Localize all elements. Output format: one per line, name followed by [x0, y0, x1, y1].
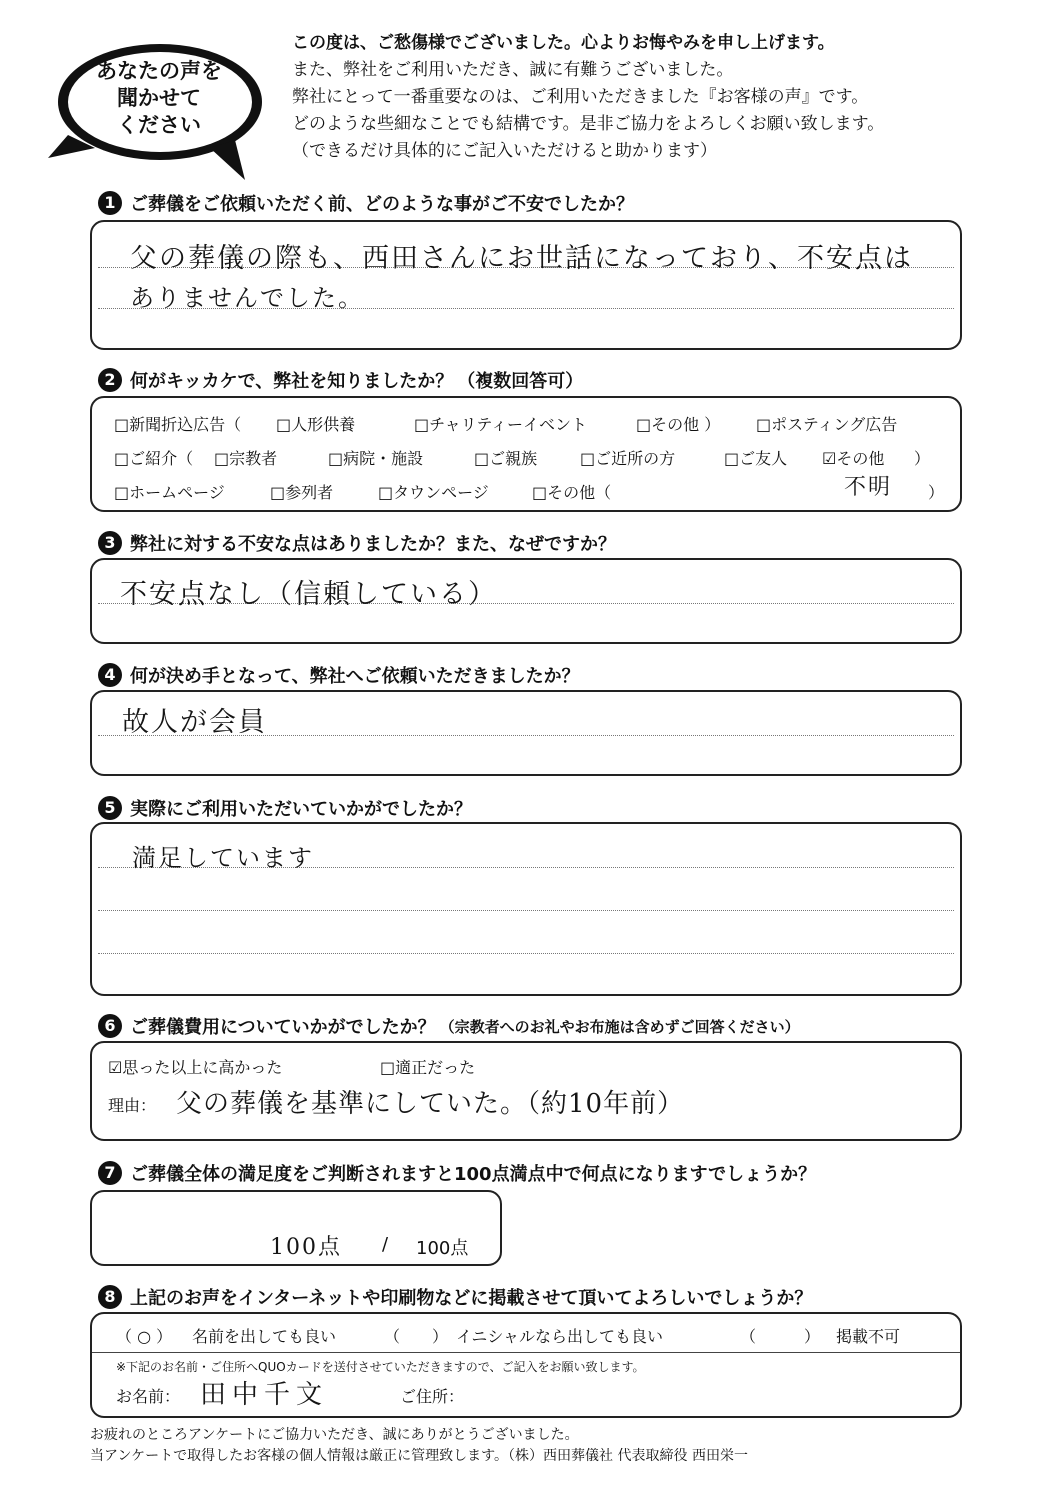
q7-question: ご葬儀全体の満足度をご判断されますと100点満点中で何点になりますでしょうか？ [130, 1164, 817, 1185]
bubble-line-1: あなたの声を [96, 59, 222, 83]
q4-number: 4 [98, 663, 122, 687]
intro-line-5: （できるだけ具体的にご記入いただけると助かります） [292, 141, 717, 161]
q4-question: 何が決め手となって、弊社へご依頼いただきましたか？ [130, 666, 580, 687]
q5-answer: 満足しています [132, 844, 314, 872]
q2-opt-homepage[interactable]: □ホームページ [114, 483, 225, 502]
q4-answer-box[interactable] [90, 690, 962, 776]
intro-text [292, 30, 1032, 165]
q1-answer-box[interactable] [90, 220, 962, 350]
q8-heading [98, 1284, 812, 1310]
intro-line-2: また、弊社をご利用いただき、誠に有難うございました。 [292, 60, 734, 80]
q8-opt1-label: 名前を出しても良い [192, 1327, 337, 1346]
q3-heading [98, 530, 616, 556]
q6-reason-label: 理由： [108, 1096, 157, 1115]
q2-opt-hospital[interactable]: □病院・施設 [328, 449, 424, 468]
q2-opt-neighbors[interactable]: □ご近所の方 [580, 449, 676, 468]
q7-separator: / [382, 1234, 389, 1255]
q2-heading [98, 367, 583, 393]
q6-number: 6 [98, 1014, 122, 1038]
q2-opt-clergy[interactable]: □宗教者 [214, 449, 278, 468]
q2-opt-doll-memorial[interactable]: □人形供養 [276, 415, 356, 434]
q4-answer: 故人が会員 [122, 707, 267, 738]
q2-question: 何がキッカケで、弊社を知りましたか？ [130, 371, 454, 392]
q8-name-label: お名前： [116, 1387, 181, 1406]
q8-opt2-mark[interactable]: （ ） [384, 1327, 449, 1346]
q1-question: ご葬儀をご依頼いただく前、どのような事がご不安でしたか？ [130, 194, 634, 215]
q8-opt3-label: 掲載不可 [836, 1327, 901, 1346]
q7-heading [98, 1160, 816, 1186]
q6-opt-appropriate[interactable]: □適正だった [380, 1058, 476, 1077]
q3-question: 弊社に対する不安な点はありましたか？また、なぜですか？ [130, 534, 616, 555]
q5-rule-3 [98, 953, 954, 954]
q6-question: ご葬儀費用についていかがでしたか？ [130, 1017, 436, 1038]
q8-note: ※下記のお名前・ご住所へQUOカードを送付させていただきますので、ご記入をお願い致します。 [116, 1360, 645, 1374]
q6-reason: 父の葬儀を基準にしていた。（約10年前） [176, 1089, 685, 1119]
q1-heading [98, 190, 634, 216]
intro-line-4: どのような些細なことでも結構です。是非ご協力をよろしくお願い致します。 [292, 114, 885, 134]
speech-bubble [40, 40, 270, 190]
q7-number: 7 [98, 1161, 122, 1185]
q3-number: 3 [98, 531, 122, 555]
q8-opt2-label: イニシャルなら出しても良い [456, 1327, 664, 1346]
q3-answer-box[interactable] [90, 558, 962, 644]
q6-answer-box [90, 1041, 962, 1141]
q1-number: 1 [98, 191, 122, 215]
q2-opt-friends[interactable]: □ご友人 [724, 449, 788, 468]
q1-answer-line2: ありませんでした。 [130, 284, 364, 312]
q8-divider [92, 1352, 960, 1353]
intro-line-3: 弊社にとって一番重要なのは、ご利用いただきました『お客様の声』です。 [292, 87, 869, 107]
q5-answer-box[interactable] [90, 822, 962, 996]
q8-opt3-mark[interactable]: （ ） [740, 1327, 821, 1346]
q7-score-box[interactable] [90, 1190, 502, 1266]
q8-address-label: ご住所： [400, 1387, 465, 1406]
q8-opt1-mark[interactable]: （ ○ ） [116, 1327, 173, 1346]
q5-rule-2 [98, 910, 954, 911]
q6-heading [98, 1013, 800, 1039]
bubble-lines [84, 58, 234, 139]
bubble-line-2: 聞かせて [117, 86, 201, 110]
q2-paren-close-2: ） [914, 449, 931, 468]
q2-opt-referral[interactable]: □ご紹介（ [114, 449, 194, 468]
q2-paren-close-3: ） [928, 483, 945, 502]
q8-name: 田中千文 [200, 1380, 329, 1410]
q5-question: 実際にご利用いただいていかがでしたか？ [130, 799, 472, 820]
q2-opt-newspaper[interactable]: □新聞折込広告（ [114, 415, 242, 434]
q8-answer-box [90, 1312, 962, 1418]
q8-question: 上記のお声をインターネットや印刷物などに掲載させて頂いてよろしいでしょうか？ [130, 1288, 813, 1309]
q2-opt-other-1[interactable]: □その他 ） [636, 415, 721, 434]
q2-opt-posting[interactable]: □ポスティング広告 [756, 415, 898, 434]
q1-answer-line1: 父の葬儀の際も、西田さんにお世話になっており、不安点は [130, 243, 913, 274]
q2-opt-other-2-checked[interactable]: ☑その他 [822, 449, 885, 468]
q2-other-answer: 不明 [844, 475, 893, 500]
footer-thanks: お疲れのところアンケートにご協力いただき、誠にありがとうございました。 [90, 1427, 579, 1443]
q2-number: 2 [98, 368, 122, 392]
q3-answer: 不安点なし（信頼している） [120, 579, 497, 610]
q2-opt-townpage[interactable]: □タウンページ [378, 483, 489, 502]
q8-number: 8 [98, 1285, 122, 1309]
q2-opt-relatives[interactable]: □ご親族 [474, 449, 538, 468]
q2-opt-attendee[interactable]: □参列者 [270, 483, 334, 502]
q4-heading [98, 662, 580, 688]
q2-opt-other-3[interactable]: □その他（ [532, 483, 612, 502]
q7-score: 100点 [270, 1235, 342, 1260]
q6-opt-higher-checked[interactable]: ☑思った以上に高かった [108, 1058, 283, 1077]
q2-note: （複数回答可） [457, 371, 584, 392]
q2-opt-charity-event[interactable]: □チャリティーイベント [414, 415, 588, 434]
q5-number: 5 [98, 796, 122, 820]
intro-line-1: この度は、ご愁傷様でございました。心よりお悔やみを申し上げます。 [292, 33, 835, 53]
q6-note: （宗教者へのお礼やお布施は含めずご回答ください） [439, 1017, 800, 1036]
q2-options-box [90, 396, 962, 512]
q7-max: 100点 [416, 1238, 469, 1259]
bubble-line-3: ください [117, 113, 201, 137]
footer-privacy: 当アンケートで取得したお客様の個人情報は厳正に管理致します。（株）西田葬儀社 代表取締役 西田栄一 [90, 1448, 748, 1464]
q5-heading [98, 795, 472, 821]
